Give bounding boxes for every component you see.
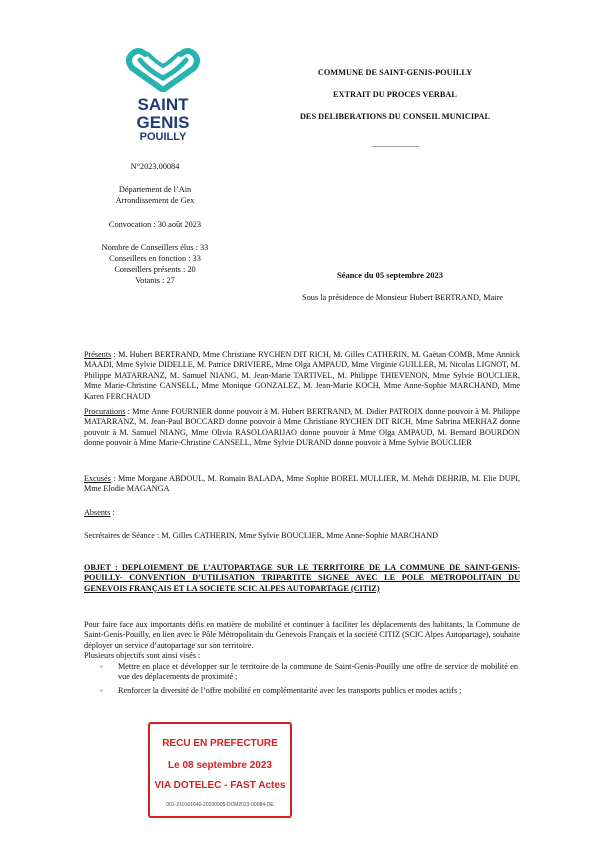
bullet-text: Renforcer la diversité de l’offre mobilité en complémentarité avec les transports publics et modes actifs ;	[118, 686, 462, 695]
header-commune: COMMUNE DE SAINT-GENIS-POUILLY	[317, 68, 473, 77]
stamp-reference: 001-210101640-20230905-DCM2023-00084-DE	[166, 802, 274, 808]
secretaires-de-seance: Secrétaires de Séance : M. Gilles CATHERIN, Mme Sylvie BOUCLIER, Mme Anne-Sophie MARCHAND	[84, 531, 439, 540]
header-extrait: EXTRAIT DU PROCES VERBAL	[333, 90, 457, 99]
procurations-paragraph	[84, 407, 520, 449]
votants: Votants : 27	[135, 276, 175, 285]
header-separator: --------------------------------	[371, 144, 419, 150]
bullet-mark: -	[100, 662, 103, 671]
logo-line-pouilly: POUILLY	[139, 131, 187, 143]
prefecture-stamp	[148, 722, 292, 818]
logo-line-saint: SAINT	[137, 95, 189, 114]
conseillers-elus: Nombre de Conseillers élus : 33	[101, 243, 209, 252]
arrondissement: Arrondissement de Gex	[115, 196, 195, 205]
absents-label: Absents	[84, 508, 111, 517]
presents-paragraph	[84, 350, 520, 402]
excuses-paragraph	[84, 474, 520, 495]
bullet-mark: -	[100, 686, 103, 695]
stamp-recu: RECU EN PREFECTURE	[162, 738, 278, 749]
logo-line-genis: GENIS	[136, 113, 190, 132]
stamp-via: VIA DOTELEC - FAST Actes	[154, 780, 286, 791]
header-deliberations: DES DELIBERATIONS DU CONSEIL MUNICIPAL	[299, 112, 491, 121]
presents-label: Présents	[84, 350, 112, 359]
list-item	[84, 662, 520, 684]
objet-heading: OBJET : DEPLOIEMENT DE L’AUTOPARTAGE SUR LE TERRITOIRE DE LA COMMUNE DE SAINT-GENIS-POUILLY- CONVENTION D’UTILISATION TRIPARTITE SIGNEE AVEC LE POLE METROPOLITAIN DU GENEVOIS FRANÇAIS ET LA SOCIETE SCIC ALPES AUTOPARTAGE (CITIZ)	[84, 563, 520, 593]
excuses-label: Excusés	[84, 474, 111, 483]
list-item	[84, 686, 520, 708]
deliberation-number: N°2023.00084	[130, 162, 180, 171]
seance-title: Séance du 05 septembre 2023	[336, 270, 444, 280]
presents-text: : M. Hubert BERTRAND, Mme Christiane RYCHEN DIT RICH, M. Gilles CATHERIN, M. Gaëtan COMB, Mme Annick MAADI, Mme Sylvie DIDELLE, M. Patrice DRIVIERE, Mme Olga AMPAUD, Mme Virginie GUILLER, M. Nicolas LIGNOT, M. Philippe MATARRANZ, M. Samuel NIANG, M. Jean-Marie TARTIVEL, M. Philippe THIEVENON, Mme Sylvie BOUCLIER, Mme Marie-Christine CANSELL, Mme Monique GONZALEZ, M. Jean-Marie KOCH, Mme Anne-Sophie MARCHAND, Mme Karen FERCHAUD	[84, 350, 520, 401]
procurations-text: : Mme Anne FOURNIER donne pouvoir à M. Hubert BERTRAND, M. Didier PATROIX donne pouvoir à M. Philippe MATARRANZ, M. Jean-Paul BOCCARD donne pouvoir à Mme Christiane RYCHEN DIT RICH, Mme Sabrina MERHAZ donne pouvoir à M. Samuel NIANG, Mme Olivia RASOLOARIJAO donne pouvoir à Mme Olga AMPAUD, M. Bernard BOURDON donne pouvoir à Mme Marie-Christine CANSELL, Mme Sylvie DURAND donne pouvoir à Mme Sylvie BOUCLIER	[84, 407, 520, 448]
objectifs-line: Plusieurs objectifs sont ainsi visés :	[84, 651, 201, 660]
absents-paragraph	[84, 508, 520, 518]
convocation-date: Convocation : 30 août 2023	[108, 220, 202, 229]
departement: Département de l’Ain	[118, 185, 192, 194]
intro-paragraph: Pour faire face aux importants défis en matière de mobilité et continuer à faciliter les déplacements des habitants, la Commune de Saint-Genis-Pouilly, en lien avec le Pôle Métropolitain du Genevois Français et la société CITIZ (SCIC Alpes Autopartage), souhaite déployer un service d’autopartage sur son territoire.	[84, 620, 520, 650]
procurations-label: Procurations	[84, 407, 126, 416]
commune-logo	[118, 48, 208, 148]
absents-text: :	[110, 508, 115, 517]
bullet-text: Mettre en place et développer sur le territoire de la commune de Saint-Genis-Pouilly une offre de service de mobilité en vue des déplacements de proximité ;	[118, 662, 518, 682]
heart-logo-icon	[118, 48, 208, 92]
conseillers-fonction: Conseillers en fonction : 33	[109, 254, 201, 263]
conseillers-presents: Conseillers présents : 20	[114, 265, 196, 274]
stamp-date: Le 08 septembre 2023	[168, 760, 272, 771]
excuses-text: : Mme Morgane ABDOUL, M. Romain BALADA, Mme Sophie BOREL MULLIER, M. Mehdi DEHRIB, M. Elie DUPI, Mme Elodie MAGANGA	[84, 474, 520, 494]
presidence: Sous la présidence de Monsieur Hubert BERTRAND, Maire	[302, 293, 503, 302]
